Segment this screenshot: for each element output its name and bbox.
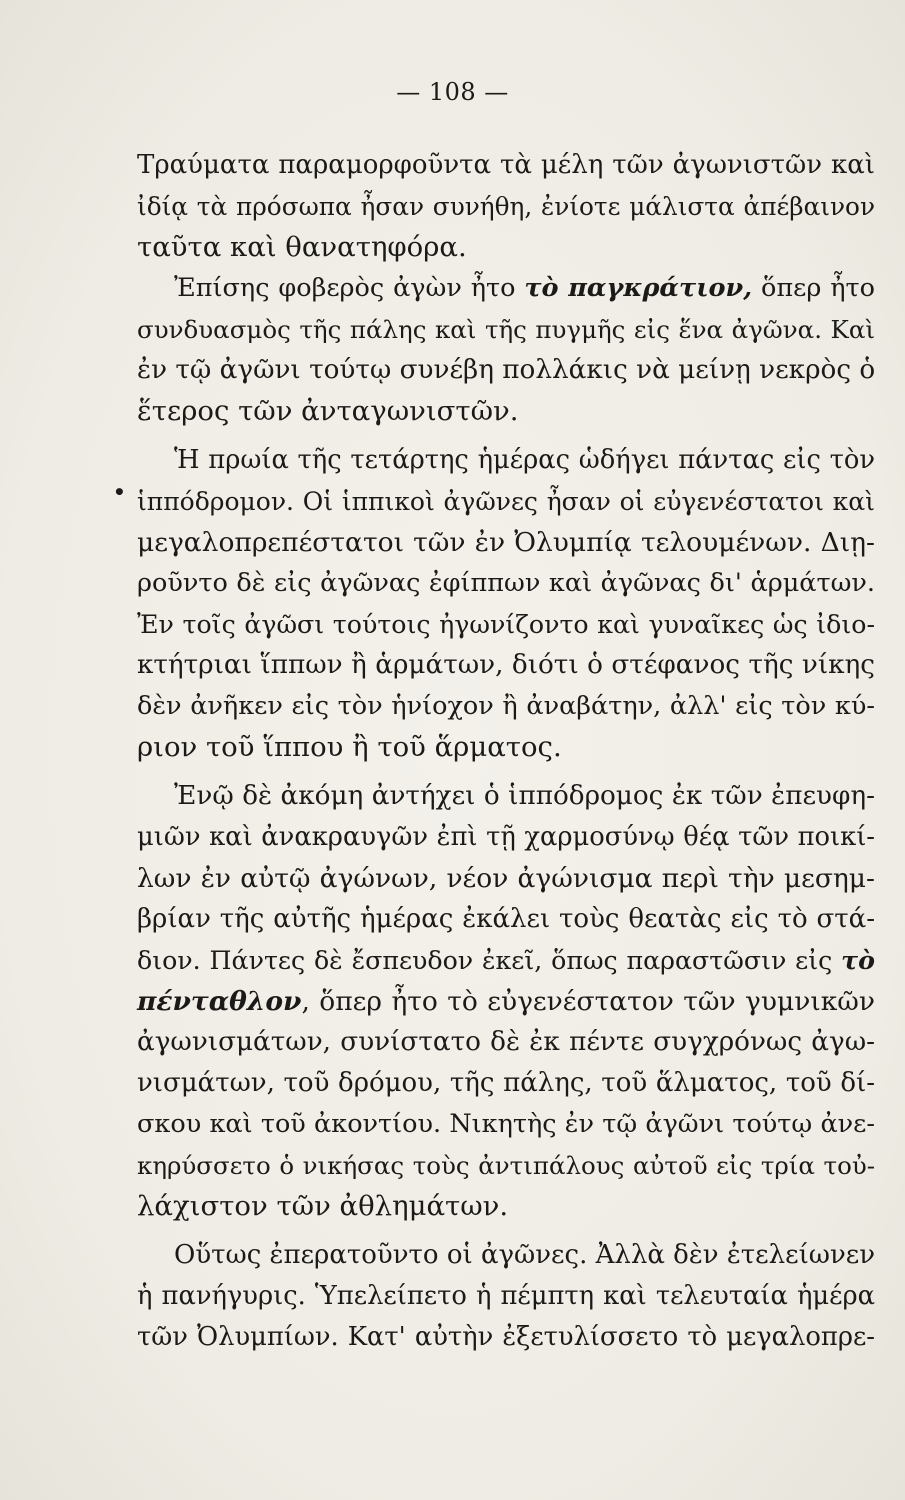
text-line: Τραύματα παραμορφοῦντα τὰ μέλη τῶν ἀγωνιστῶν καὶ <box>137 150 875 180</box>
margin-mark: • <box>113 480 126 504</box>
text-line <box>137 940 875 981</box>
text-line: ἕτερος τῶν ἀνταγωνιστῶν. <box>137 395 519 427</box>
text-line: νισμάτων, τοῦ δρόμου, τῆς πάλης, τοῦ ἅλματος, τοῦ δί- <box>137 1068 875 1098</box>
text-line: ἱππόδρομον. Οἱ ἱππικοὶ ἀγῶνες ἦσαν οἱ εὐγενέστατοι καὶ <box>137 487 875 516</box>
text-line: δὲν ἀνῆκεν εἰς τὸν ἡνίοχον ἢ ἀναβάτην, ἀλλ' εἰς τὸν κύ- <box>137 691 875 721</box>
text-segment: , ὅπερ ἦτο τὸ εὐγενέστατον τῶν γυμνικῶν <box>301 986 875 1017</box>
text-line: Ἐν τοῖς ἀγῶσι τούτοις ἠγωνίζοντο καὶ γυναῖκες ὡς ἰδιο- <box>137 610 875 639</box>
text-line: Οὕτως ἐπερατοῦντο οἱ ἀγῶνες. Ἀλλὰ δὲν ἐτελείωνεν <box>174 1240 876 1270</box>
text-line <box>137 268 875 309</box>
text-segment: ὅπερ ἦτο <box>752 273 876 303</box>
text-line: ροῦντο δὲ εἰς ἀγῶνας ἐφίππων καὶ ἀγῶνας δι' ἁρμάτων. <box>137 568 875 598</box>
text-line: ἐν τῷ ἀγῶνι τούτῳ συνέβη πολλάκις νὰ μείνῃ νεκρὸς ὁ <box>137 355 876 385</box>
text-line: λων ἐν αὐτῷ ἀγώνων, νέον ἀγώνισμα περὶ τὴν μεσημ- <box>137 863 875 894</box>
text-line: συνδυασμὸς τῆς πάλης καὶ τῆς πυγμῆς εἰς ἕνα ἀγῶνα. Καὶ <box>137 315 875 344</box>
text-segment: διον. Πάντες δὲ ἔσπευδον ἐκεῖ, ὅπως παραστῶσιν εἰς <box>137 946 842 975</box>
text-line: βρίαν τῆς αὐτῆς ἡμέρας ἐκάλει τοὺς θεατὰς εἰς τὸ στά- <box>137 904 875 934</box>
text-line: ριον τοῦ ἵππου ἢ τοῦ ἅρματος. <box>137 731 562 763</box>
text-line <box>137 981 875 1022</box>
text-line: μεγαλοπρεπέστατοι τῶν ἐν Ὀλυμπίᾳ τελουμένων. Διῃ- <box>137 527 875 558</box>
text-line: ἰδίᾳ τὰ πρόσωπα ἦσαν συνήθη, ἐνίοτε μάλιστα ἀπέβαινον <box>137 192 875 221</box>
page-number: — 108 — <box>396 78 509 106</box>
text-line: κτήτριαι ἵππων ἢ ἁρμάτων, διότι ὁ στέφανος τῆς νίκης <box>137 650 875 680</box>
emphasis-pentathlon-article: τὸ <box>841 945 875 975</box>
emphasis-pankration: τὸ παγκράτιον, <box>524 273 753 303</box>
text-segment: Ἐπίσης φοβερὸς ἀγὼν ἦτο <box>174 273 525 303</box>
emphasis-pentathlon: πένταθλον <box>137 986 302 1017</box>
body-text <box>137 145 875 1358</box>
text-line: τῶν Ὀλυμπίων. Κατ' αὐτὴν ἐξετυλίσσετο τὸ μεγαλοπρε- <box>137 1322 875 1352</box>
text-line: ἀγωνισμάτων, συνίστατο δὲ ἐκ πέντε συγχρόνως ἀγω- <box>137 1027 875 1057</box>
text-line: Ἐνῷ δὲ ἀκόμη ἀντήχει ὁ ἱππόδρομος ἐκ τῶν ἐπευφη- <box>174 781 875 811</box>
text-line: ταῦτα καὶ θανατηφόρα. <box>137 231 467 263</box>
text-line: σκου καὶ τοῦ ἀκοντίου. Νικητὴς ἐν τῷ ἀγῶνι τούτῳ ἀνε- <box>137 1109 875 1139</box>
text-line: λάχιστον τῶν ἀθλημάτων. <box>137 1190 509 1222</box>
text-line: μιῶν καὶ ἀνακραυγῶν ἐπὶ τῇ χαρμοσύνῳ θέᾳ τῶν ποικί- <box>137 822 875 852</box>
text-line: Ἡ πρωία τῆς τετάρτης ἡμέρας ὡδήγει πάντας εἰς τὸν <box>174 445 875 475</box>
text-line: κηρύσσετο ὁ νικήσας τοὺς ἀντιπάλους αὐτοῦ εἰς τρία τοὐ- <box>137 1151 875 1180</box>
text-line: ἡ πανήγυρις. Ὑπελείπετο ἡ πέμπτη καὶ τελευταία ἡμέρα <box>137 1281 875 1311</box>
